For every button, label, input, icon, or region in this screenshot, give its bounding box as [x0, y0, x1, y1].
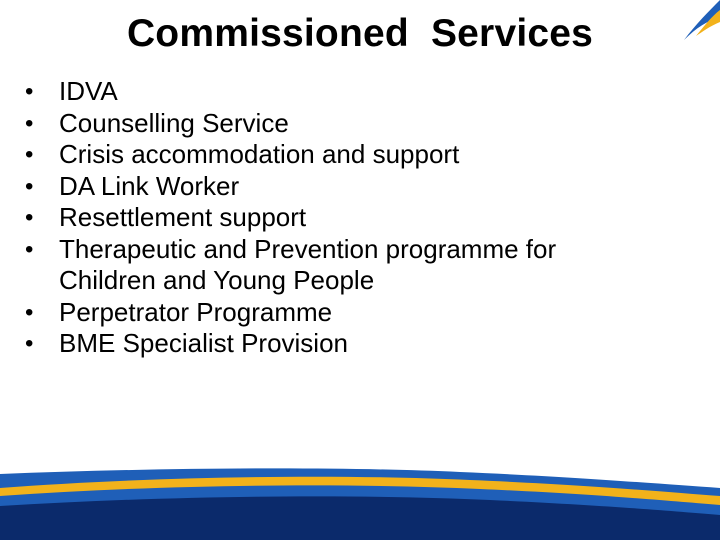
- list-item-text: Resettlement support: [59, 202, 307, 232]
- list-item-text: Therapeutic and Prevention programme for Children and Young People: [59, 233, 557, 295]
- list-item: [22, 202, 702, 234]
- services-bullet-list: [22, 76, 702, 360]
- list-item-text: Counselling Service: [59, 107, 289, 138]
- bottom-wave-decoration: [0, 458, 720, 540]
- bullet-icon: •: [25, 298, 34, 326]
- bullet-icon: •: [25, 204, 34, 231]
- bullet-icon: •: [25, 78, 34, 105]
- bullet-icon: •: [25, 141, 34, 168]
- list-item: [22, 171, 702, 203]
- bullet-icon: •: [25, 172, 34, 200]
- list-item-text: IDVA: [59, 76, 118, 106]
- list-item: [22, 328, 702, 360]
- bullet-icon: •: [25, 235, 34, 263]
- slide-title: Commissioned Services: [126, 12, 594, 55]
- list-item: [22, 297, 702, 329]
- list-item: [22, 234, 702, 297]
- bullet-icon: •: [25, 330, 34, 357]
- list-item: [22, 108, 702, 140]
- list-item-text: DA Link Worker: [59, 170, 240, 201]
- bullet-icon: •: [25, 109, 34, 137]
- list-item-text: BME Specialist Provision: [59, 328, 348, 358]
- list-item-text: Perpetrator Programme: [59, 296, 333, 327]
- list-item: [22, 139, 702, 171]
- list-item-text: Crisis accommodation and support: [59, 139, 460, 169]
- list-item: [22, 76, 702, 108]
